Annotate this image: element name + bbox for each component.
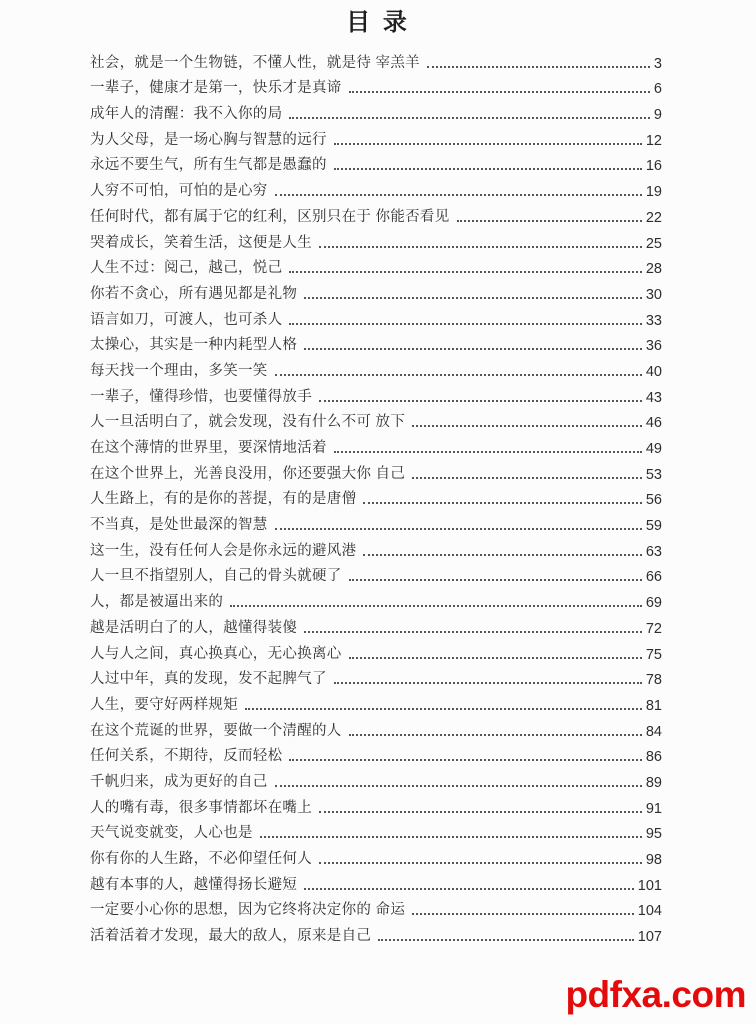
toc-entry-title: 为人父母，是一场心胸与智慧的远行 xyxy=(90,131,327,148)
toc-entry-title: 人，都是被逼出来的 xyxy=(90,594,224,611)
toc-entry xyxy=(90,508,662,534)
toc-entry-page: 91 xyxy=(645,800,662,817)
toc-entry-title: 这一生，没有任何人会是你永远的避风港 xyxy=(90,542,357,559)
toc-entry-title: 在这个薄情的世界里，要深情地活着 xyxy=(90,440,327,456)
toc-entry-page: 40 xyxy=(645,363,662,380)
dotted-leader xyxy=(457,220,642,222)
toc-entry-title: 在这个荒诞的世界，要做一个清醒的人 xyxy=(90,722,342,739)
toc-entry xyxy=(90,174,662,200)
dotted-leader xyxy=(319,246,642,248)
toc-entry xyxy=(90,380,662,406)
toc-entry-page: 46 xyxy=(645,415,662,432)
toc-entry-title: 活着活着才发现，最大的敌人，原来是自己 xyxy=(90,928,372,945)
toc-entry-title: 千帆归来，成为更好的自己 xyxy=(90,773,268,790)
toc-entry xyxy=(90,663,662,689)
dotted-leader xyxy=(319,400,642,402)
toc-entry-title: 每天找一个理由，多笑一笑 xyxy=(90,362,268,379)
toc-entry-page: 28 xyxy=(645,261,662,278)
dotted-leader xyxy=(378,939,634,941)
toc-entry-page: 89 xyxy=(645,774,662,791)
toc-entry-title: 太操心，其实是一种内耗型人格 xyxy=(90,337,298,354)
toc-entry-title: 不当真，是处世最深的智慧 xyxy=(90,517,268,534)
toc-entry-page: 3 xyxy=(653,55,662,72)
toc-entry-title: 越有本事的人，越懂得扬长避短 xyxy=(90,876,298,893)
dotted-leader xyxy=(412,477,642,479)
toc-entry xyxy=(90,842,662,868)
toc-entry-page: 81 xyxy=(645,697,662,714)
toc-entry xyxy=(90,123,662,149)
dotted-leader xyxy=(304,631,642,633)
toc-entry-page: 78 xyxy=(645,672,662,689)
toc-entry xyxy=(90,919,662,945)
toc-entry xyxy=(90,149,662,175)
toc-entry xyxy=(90,714,662,740)
toc-entry-title: 人过中年，真的发现，发不起脾气了 xyxy=(90,671,327,688)
dotted-leader xyxy=(412,425,642,427)
toc-entry xyxy=(90,560,662,586)
toc-entry-title: 人生不过：阅己，越己，悦己 xyxy=(90,260,283,277)
toc-entry-title: 人的嘴有毒，很多事情都坏在嘴上 xyxy=(90,799,312,816)
toc-entry xyxy=(90,406,662,432)
toc-entry-page: 75 xyxy=(645,646,662,663)
dotted-leader xyxy=(230,605,642,607)
toc-entry-title: 越是活明白了的人，越懂得装傻 xyxy=(90,619,298,636)
dotted-leader xyxy=(275,785,642,787)
toc-entry xyxy=(90,765,662,791)
dotted-leader xyxy=(275,194,642,196)
toc-entry xyxy=(90,200,662,226)
toc-entry xyxy=(90,868,662,894)
toc-entry-page: 33 xyxy=(645,312,662,329)
dotted-leader xyxy=(349,657,642,659)
toc-entry xyxy=(90,303,662,329)
toc-entry-title: 在这个世界上，光善良没用，你还要强大你 自己 xyxy=(90,465,406,482)
dotted-leader xyxy=(349,734,642,736)
toc-entry xyxy=(90,97,662,123)
toc-entry-title: 一定要小心你的思想，因为它终将决定你的 命运 xyxy=(90,902,406,919)
toc-entry-page: 36 xyxy=(645,338,662,355)
dotted-leader xyxy=(304,348,642,350)
toc-entry-page: 66 xyxy=(645,569,662,586)
toc-entry-page: 107 xyxy=(637,929,662,946)
dotted-leader xyxy=(334,168,642,170)
toc-entry-title: 你若不贪心，所有遇见都是礼物 xyxy=(90,285,298,302)
toc-entry-title: 永远不要生气，所有生气都是愚蠢的 xyxy=(90,157,327,174)
toc-entry xyxy=(90,791,662,817)
toc-entry-page: 84 xyxy=(645,723,662,740)
dotted-leader xyxy=(289,759,641,761)
dotted-leader xyxy=(289,271,641,273)
toc-entry-title: 语言如刀，可渡人，也可杀人 xyxy=(90,311,283,328)
toc-entry-page: 43 xyxy=(645,389,662,406)
toc-entry xyxy=(90,688,662,714)
toc-entry-page: 30 xyxy=(645,286,662,303)
toc-entry-page: 12 xyxy=(645,132,662,149)
toc-entry xyxy=(90,226,662,252)
toc-entry xyxy=(90,483,662,509)
toc-entry xyxy=(90,354,662,380)
toc-entry-title: 人生路上，有的是你的菩提，有的是唐僧 xyxy=(90,491,357,508)
toc-entry-page: 9 xyxy=(653,107,662,124)
dotted-leader xyxy=(275,528,642,530)
dotted-leader xyxy=(275,374,642,376)
toc-entry-title: 一辈子，健康才是第一，快乐才是真谛 xyxy=(90,80,342,97)
toc-entry-title: 社会，就是一个生物链，不懂人性，就是待 宰羔羊 xyxy=(90,54,420,71)
toc-entry-page: 25 xyxy=(645,235,662,252)
toc-entry-title: 你有你的人生路，不必仰望任何人 xyxy=(90,851,312,867)
toc-entry-page: 16 xyxy=(645,158,662,175)
dotted-leader xyxy=(427,66,650,68)
toc-entry-title: 成年人的清醒：我不入你的局 xyxy=(90,106,283,123)
toc-entry-page: 101 xyxy=(637,877,662,894)
toc-entry-title: 人一旦不指望别人，自己的骨头就硬了 xyxy=(90,568,342,585)
toc-entry-page: 19 xyxy=(645,184,662,201)
toc-entry-page: 104 xyxy=(637,903,662,920)
toc-entry-title: 一辈子，懂得珍惜，也要懂得放手 xyxy=(90,388,312,405)
toc-entry-page: 22 xyxy=(645,209,662,226)
toc-entry xyxy=(90,252,662,278)
toc-entry xyxy=(90,457,662,483)
toc-entry-page: 56 xyxy=(645,492,662,509)
toc-entry-page: 69 xyxy=(645,595,662,612)
toc-entry xyxy=(90,740,662,766)
dotted-leader xyxy=(319,862,642,864)
toc-entry xyxy=(90,72,662,98)
toc-entry-title: 天气说变就变，人心也是 xyxy=(90,825,253,842)
dotted-leader xyxy=(363,502,641,504)
dotted-leader xyxy=(289,323,641,325)
toc-entry-title: 人与人之间，真心换真心，无心换离心 xyxy=(90,645,342,662)
toc-entry xyxy=(90,534,662,560)
toc-entry xyxy=(90,585,662,611)
toc-entry xyxy=(90,611,662,637)
dotted-leader xyxy=(304,888,634,890)
toc-entry-page: 98 xyxy=(645,852,662,868)
toc-entry-title: 人穷不可怕，可怕的是心穷 xyxy=(90,183,268,200)
toc-entry xyxy=(90,431,662,457)
toc-entry-title: 人一旦活明白了，就会发现，没有什么不可 放下 xyxy=(90,414,406,431)
toc-entry xyxy=(90,277,662,303)
dotted-leader xyxy=(334,682,642,684)
dotted-leader xyxy=(349,579,642,581)
dotted-leader xyxy=(245,708,642,710)
toc-entry xyxy=(90,817,662,843)
toc-entry-page: 72 xyxy=(645,620,662,637)
toc-entry-page: 63 xyxy=(645,543,662,560)
toc-entry xyxy=(90,329,662,355)
toc-entry-page: 86 xyxy=(645,749,662,766)
toc-entry-title: 任何时代，都有属于它的红利，区别只在于 你能否看见 xyxy=(90,208,450,225)
toc-entry-page: 49 xyxy=(645,441,662,457)
dotted-leader xyxy=(334,451,642,453)
dotted-leader xyxy=(349,91,650,93)
toc-entry xyxy=(90,637,662,663)
toc-entry-page: 6 xyxy=(653,81,662,98)
dotted-leader xyxy=(334,143,642,145)
toc-entry xyxy=(90,46,662,72)
toc-list xyxy=(90,46,662,945)
dotted-leader xyxy=(319,811,642,813)
watermark: pdfxa.com xyxy=(565,974,746,1015)
dotted-leader xyxy=(412,913,634,915)
dotted-leader xyxy=(363,554,641,556)
toc-entry-page: 53 xyxy=(645,466,662,483)
toc-entry-title: 哭着成长，笑着生活，这便是人生 xyxy=(90,234,312,251)
page-title: 目 录 xyxy=(346,9,410,36)
dotted-leader xyxy=(260,836,642,838)
toc-entry-title: 任何关系，不期待，反而轻松 xyxy=(90,748,283,765)
toc-entry-title: 人生，要守好两样规矩 xyxy=(90,696,238,713)
toc-entry xyxy=(90,894,662,920)
toc-entry-page: 95 xyxy=(645,826,662,843)
dotted-leader xyxy=(304,297,642,299)
dotted-leader xyxy=(289,117,650,119)
toc-entry-page: 59 xyxy=(645,518,662,535)
